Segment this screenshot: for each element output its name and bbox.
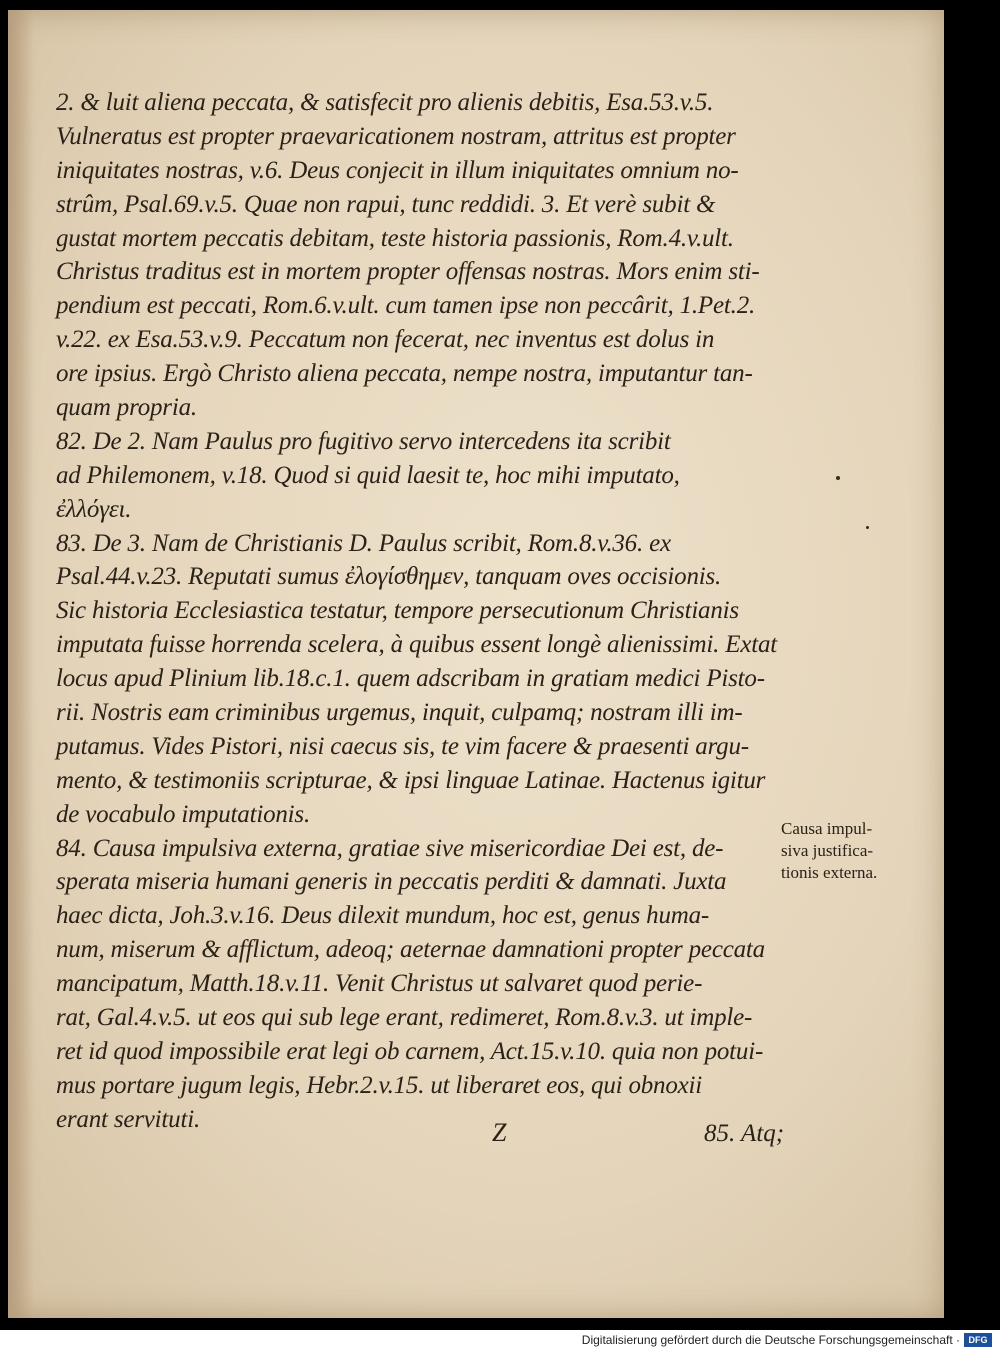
text-line: rat, Gal.4.v.5. ut eos qui sub lege erant, redimeret, Rom.8.v.3. ut imple- — [56, 1004, 753, 1032]
footer-bar — [0, 1330, 1000, 1351]
paragraph-82-start: 82. De 2. Nam Paulus pro fugitivo servo intercedens ita scribit — [56, 427, 671, 455]
margin-note-line: tionis externa. — [781, 863, 878, 882]
funding-credit: Digitalisierung gefördert durch die Deutsche Forschungsgemeinschaft · — [581, 1333, 960, 1347]
paragraph-84-start: 84. Causa impulsiva externa, gratiae sive misericordiae Dei est, de- — [56, 834, 724, 862]
text-line: 2. & luit aliena peccata, & satisfecit pro alienis debitis, Esa.53.v.5. — [56, 89, 714, 116]
text-line: imputata fuisse horrenda scelera, à quibus essent longè alienissimi. Extat — [56, 631, 778, 659]
main-text-block — [56, 86, 786, 1137]
text-line: putamus. Vides Pistori, nisi caecus sis, te vim facere & praesenti argu- — [56, 732, 749, 760]
text-line: ore ipsius. Ergò Christo aliena peccata, nempe nostra, imputantur tan- — [56, 360, 753, 388]
text-line: iniquitates nostras, v.6. Deus conjecit in illum iniquitates omnium no- — [56, 156, 739, 184]
text-line: rii. Nostris eam criminibus urgemus, inquit, culpamq; nostram illi im- — [56, 699, 743, 727]
text-line: Psal.44.v.23. Reputati sumus ἐλογίσθημεν, tanquam oves occisionis. — [56, 563, 722, 591]
margin-note-line: siva justifica- — [781, 841, 874, 860]
text-line: Christus traditus est in mortem propter offensas nostras. Mors enim sti- — [56, 258, 760, 286]
text-line: sperata miseria humani generis in peccatis perditi & damnati. Juxta — [56, 868, 727, 896]
dfg-logo[interactable]: DFG — [964, 1333, 992, 1347]
text-line: locus apud Plinium lib.18.c.1. quem adscribam in gratiam medici Pisto- — [56, 665, 765, 693]
text-line: num, miserum & afflictum, adeoq; aeternae damnationi propter peccata — [56, 936, 765, 964]
text-line: erant servituti. — [56, 1105, 201, 1133]
book-page — [8, 10, 944, 1318]
text-line: ἐλλόγει. — [56, 495, 132, 523]
text-line: gustat mortem peccatis debitam, teste historia passionis, Rom.4.v.ult. — [56, 224, 734, 252]
signature-mark: Z — [492, 1118, 507, 1147]
paragraph-83-start: 83. De 3. Nam de Christianis D. Paulus scribit, Rom.8.v.36. ex — [56, 529, 671, 557]
text-line: strûm, Psal.69.v.5. Quae non rapui, tunc reddidi. 3. Et verè subit & — [56, 190, 716, 218]
text-line: mus portare jugum legis, Hebr.2.v.15. ut liberaret eos, qui obnoxii — [56, 1071, 703, 1099]
text-line: Vulneratus est propter praevaricationem nostram, attritus est propter — [56, 122, 736, 150]
text-line: pendium est peccati, Rom.6.v.ult. cum tamen ipse non peccârit, 1.Pet.2. — [56, 292, 756, 320]
ink-speck — [836, 476, 840, 480]
text-line: Sic historia Ecclesiastica testatur, tempore persecutionum Christianis — [56, 597, 739, 625]
text-line: de vocabulo imputationis. — [56, 800, 310, 828]
margin-note-line: Causa impul- — [781, 819, 873, 838]
page-gutter-shadow — [8, 10, 34, 1318]
text-line: mento, & testimoniis scripturae, & ipsi linguae Latinae. Hactenus igitur — [56, 766, 766, 794]
text-line: ret id quod impossibile erat legi ob carnem, Act.15.v.10. quia non potui- — [56, 1037, 764, 1065]
text-line: ad Philemonem, v.18. Quod si quid laesit te, hoc mihi imputato, — [56, 461, 680, 489]
catchword: 85. Atq; — [704, 1120, 785, 1147]
text-line: haec dicta, Joh.3.v.16. Deus dilexit mundum, hoc est, genus huma- — [56, 902, 710, 930]
margin-note — [781, 818, 931, 884]
text-line: quam propria. — [56, 394, 197, 422]
text-line: v.22. ex Esa.53.v.9. Peccatum non fecerat, nec inventus est dolus in — [56, 326, 715, 354]
text-line: mancipatum, Matth.18.v.11. Venit Christus ut salvaret quod perie- — [56, 970, 703, 998]
ink-speck — [866, 526, 869, 529]
